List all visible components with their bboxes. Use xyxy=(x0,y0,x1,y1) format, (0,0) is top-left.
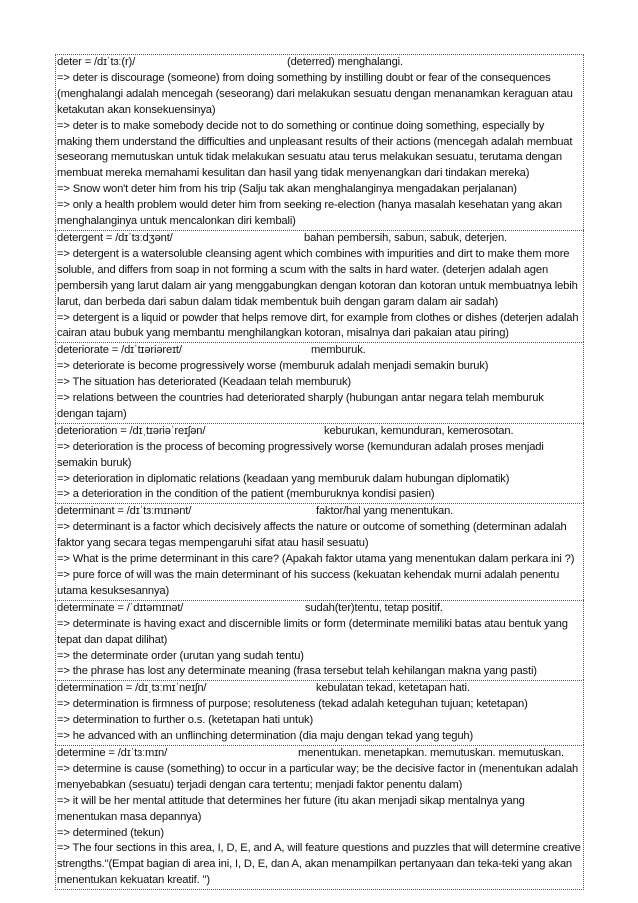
entry-headword-line xyxy=(57,601,582,617)
dictionary-entry xyxy=(55,230,584,342)
headword-pronunciation: detergent = /dɪˈtɜːdʒənt/ xyxy=(57,231,173,244)
example-line: => determine is cause (something) to occur in a particular way; be the decisive factor in (menentukan adalah menyebabkan (sesuatu) terjadi dengan cara tertentu; menjadi faktor penentu dalam) xyxy=(57,762,579,791)
example-line: => determinate is having exact and discernible limits or form (determinate memiliki batas atau bentuk yang tepat dan dapat dilihat) xyxy=(57,617,568,646)
example-line: => determined (tekun) xyxy=(57,826,164,839)
example-line: => it will be her mental attitude that determines her future (itu akan menjadi sikap mentalnya yang menentukan masa depannya) xyxy=(57,794,525,823)
example-line: => What is the prime determinant in this care? (Apakah faktor utama yang menentukan dalam perkara ini ?) xyxy=(57,553,575,566)
example-line: => Snow won't deter him from his trip (Salju tak akan menghalanginya mengadakan perjalanan) xyxy=(57,183,517,196)
headword-translation: faktor/hal yang menentukan. xyxy=(316,505,454,518)
entry-headword-line xyxy=(57,55,582,71)
entry-headword-line xyxy=(57,746,582,762)
example-line: => detergent is a watersoluble cleansing agent which combines with impurities and dirt to make them more soluble, and differs from soap in not forming a scum with the salts in hard water. (deterjen adalah agen pembersih yang larut dalam air yang menggabungkan dengan kotoran dan kotoran untuk membuatnya lebih larut, dan berbeda dari sabun dalam tidak membentuk buih dengan garam dalam air sadah) xyxy=(57,247,578,308)
headword-pronunciation: deterioration = /dɪˌtɪəriəˈreɪʃən/ xyxy=(57,424,206,437)
example-line: => deter is to make somebody decide not to do something or continue doing something, especially by making them understand the difficulties and unpleasant results of their actions (mencegah adalah membuat seseorang memutuskan untuk tidak melakukan sesuatu atau terus melakukan sesuatu, terutama dengan membuat mereka memahami kesulitan dan hasil yang tidak menyenangkan dari tindakan mereka) xyxy=(57,119,573,180)
dictionary-entry xyxy=(55,342,584,423)
headword-translation: bahan pembersih, sabun, sabuk, deterjen. xyxy=(304,231,507,244)
dictionary-entry xyxy=(55,54,584,230)
example-line: => determination is firmness of purpose; resoluteness (tekad adalah keteguhan tujuan; ketetapan) xyxy=(57,698,528,711)
headword-translation: sudah(ter)tentu, tetap positif. xyxy=(305,601,443,614)
headword-pronunciation: deter = /dɪˈtɜː(r)/ xyxy=(57,56,136,68)
headword-pronunciation: determine = /dɪˈtɜːmɪn/ xyxy=(57,746,168,759)
headword-pronunciation: deteriorate = /dɪˈtɪəriəreɪt/ xyxy=(57,344,182,357)
headword-pronunciation: determination = /dɪˌtɜːmɪˈneɪʃn/ xyxy=(57,682,207,695)
example-line: => detergent is a liquid or powder that helps remove dirt, for example from clothes or dishes (deterjen adalah cairan atau bubuk yang membantu menghilangkan kotoran, misalnya dari pakaian atau piring) xyxy=(57,311,579,340)
document-page xyxy=(55,54,584,890)
entry-headword-line xyxy=(57,231,582,247)
example-line: => The four sections in this area, I, D, E, and A, will feature questions and puzzles that will determine creative strengths."(Empat bagian di area ini, I, D, E, dan A, akan menampilkan pertanyaan dan teka-teki yang akan menentukan kekuatan kreatif. ") xyxy=(57,842,581,887)
dictionary-entry xyxy=(55,600,584,681)
headword-translation: kebulatan tekad, ketetapan hati. xyxy=(316,682,470,695)
example-line: => pure force of will was the main determinant of his success (kekuatan kehendak murni adalah penentu utama kesuksesannya) xyxy=(57,569,560,597)
entry-headword-line xyxy=(57,424,582,440)
entry-headword-line xyxy=(57,504,582,520)
example-line: => determination to further o.s. (ketetapan hati untuk) xyxy=(57,714,314,727)
dictionary-entry xyxy=(55,423,584,504)
example-line: => he advanced with an unflinching determination (dia maju dengan tekad yang teguh) xyxy=(57,730,474,743)
example-line: => deterioration is the process of becoming progressively worse (kemunduran adalah proses menjadi semakin buruk) xyxy=(57,440,544,469)
headword-pronunciation: determinant = /dɪˈtɜːmɪnənt/ xyxy=(57,505,192,518)
headword-translation: menentukan. menetapkan. memutuskan. memutuskan. xyxy=(298,746,564,759)
example-line: => only a health problem would deter him from seeking re-election (hanya masalah kesehatan yang akan menghalanginya untuk mencalonkan diri kembali) xyxy=(57,199,562,228)
entry-headword-line xyxy=(57,681,582,697)
dictionary-entry xyxy=(55,745,584,890)
example-line: => relations between the countries had deteriorated sharply (hubungan antar negara telah memburuk dengan tajam) xyxy=(57,392,544,420)
headword-translation: (deterred) menghalangi. xyxy=(287,56,403,68)
entry-headword-line xyxy=(57,343,582,359)
headword-translation: memburuk. xyxy=(311,344,366,357)
headword-translation: keburukan, kemunduran, kemerosotan. xyxy=(324,424,514,437)
example-line: => determinant is a factor which decisively affects the nature or outcome of something (determinan adalah faktor yang secara tegas mempengaruhi sifat atau hasil sesuatu) xyxy=(57,521,567,550)
example-line: => deteriorate is become progressively worse (memburuk adalah menjadi semakin buruk) xyxy=(57,360,489,373)
dictionary-entry xyxy=(55,503,584,599)
example-line: => the phrase has lost any determinate meaning (frasa tersebut telah kehilangan makna yang pasti) xyxy=(57,665,537,678)
example-line: => deter is discourage (someone) from doing something by instilling doubt or fear of the consequences (menghalangi adalah mencegah (seseorang) dari melakukan sesuatu dengan menanamkan keraguan atau ketakutan akan konsekuensinya) xyxy=(57,71,573,116)
example-line: => The situation has deteriorated (Keadaan telah memburuk) xyxy=(57,376,351,389)
headword-pronunciation: determinate = /ˈdɪtəmɪnət/ xyxy=(57,601,184,614)
example-line: => the determinate order (urutan yang sudah tentu) xyxy=(57,649,304,662)
example-line: => a deterioration in the condition of the patient (memburuknya kondisi pasien) xyxy=(57,488,435,501)
example-line: => deterioration in diplomatic relations (keadaan yang memburuk dalam hubungan diplomatik) xyxy=(57,472,510,485)
dictionary-entry xyxy=(55,680,584,745)
